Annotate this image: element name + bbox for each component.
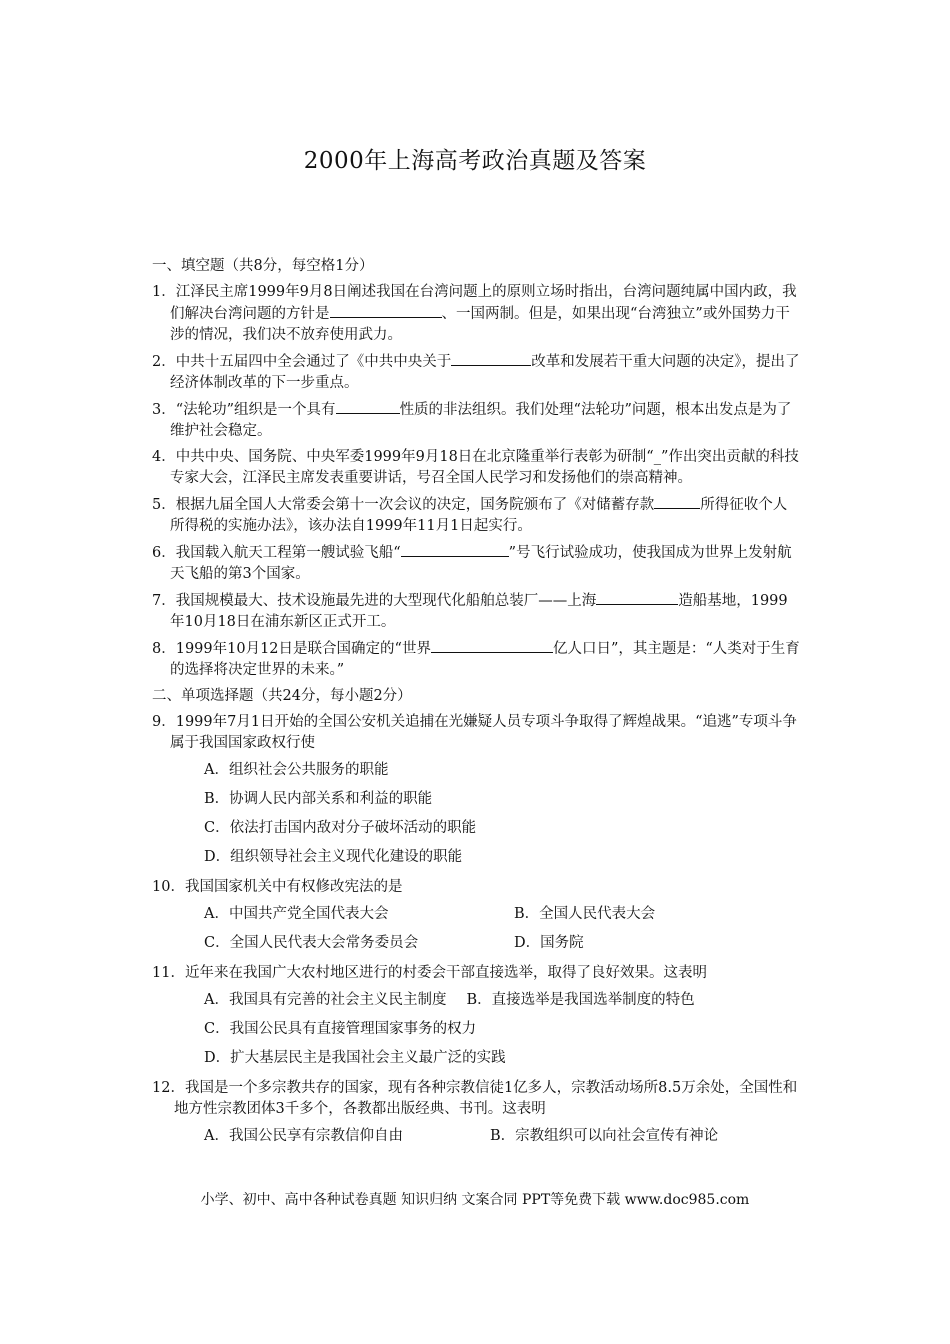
question-text-cont: 造船基地，1999年10月18日在浦东新区正式开工。: [170, 593, 788, 630]
question-4: [152, 447, 800, 489]
question-9: [152, 712, 800, 872]
option-a: A．组织社会公共服务的职能: [204, 762, 389, 778]
question-text: 中共十五届四中全会通过了《中共中央关于: [175, 354, 452, 370]
question-text-cont: 性质的非法组织。我们处理“法轮功”问题，根本出发点是为了维护社会稳定。: [170, 402, 792, 439]
question-number: 2．: [152, 354, 176, 370]
question-text-cont: ”号飞行试验成功，使我国成为世界上发射航天飞船的第3个国家。: [170, 545, 792, 582]
question-number: 5．: [152, 497, 176, 513]
answer-blank: [431, 638, 553, 653]
question-number: 7．: [152, 593, 176, 609]
option-d: D．组织领导社会主义现代化建设的职能: [204, 849, 463, 865]
option-c: C．我国公民具有直接管理国家事务的权力: [204, 1021, 477, 1037]
question-2: [152, 351, 800, 394]
question-text: 江泽民主席1999年9月8日阐述我国在台湾问题上的原则立场时指出，台湾问题纯属中国内政，我们解决台湾问题的方针是: [170, 284, 797, 322]
question-number: 10．: [152, 879, 185, 895]
question-text-cont: ”作出突出贡献的科技专家大会，江泽民主席发表重要讲话，号召全国人民学习和发扬他们的崇高精神。: [170, 449, 799, 486]
option-b: B．宗教组织可以向社会宣传有神论: [490, 1128, 719, 1144]
section-heading-single-choice: 二、单项选择题（共24分，每小题2分）: [152, 688, 412, 704]
question-text: 我国国家机关中有权修改宪法的是: [184, 879, 403, 895]
question-number: 11．: [152, 965, 185, 981]
question-12: [152, 1078, 800, 1151]
question-text: 我国载入航天工程第一艘试验飞船“: [175, 545, 401, 561]
option-a: A．我国具有完善的社会主义民主制度: [204, 992, 447, 1008]
answer-blank: [330, 303, 442, 318]
question-text: 中共中央、国务院、中央军委1999年9月18日在北京隆重举行表彰为研制“_: [175, 449, 661, 465]
question-text: 我国规模最大、技术设施最先进的大型现代化船舶总装厂——上海: [175, 593, 597, 609]
question-number: 4．: [152, 449, 176, 465]
question-number: 1．: [152, 284, 176, 300]
page-title: 2000年上海高考政治真题及答案: [303, 148, 647, 174]
question-text: 根据九届全国人大常委会第十一次会议的决定，国务院颁布了《对储蓄存款: [175, 497, 655, 513]
question-11: [152, 963, 800, 1073]
question-8: [152, 638, 800, 681]
option-c: C．全国人民代表大会常务委员会: [204, 935, 419, 951]
options: [204, 1122, 800, 1151]
question-3: [152, 399, 800, 442]
option-b: B．直接选举是我国选举制度的特色: [466, 992, 695, 1008]
page-footer: 小学、初中、高中各种试卷真题 知识归纳 文案合同 PPT等免费下载 www.doc985.com: [200, 1192, 750, 1208]
question-text-cont: 亿人口日”，其主题是：“人类对于生育的选择将决定世界的未来。”: [170, 641, 800, 678]
option-c: C．依法打击国内敌对分子破坏活动的职能: [204, 820, 477, 836]
question-5: [152, 494, 800, 537]
question-number: 9．: [152, 714, 176, 730]
question-7: [152, 590, 800, 633]
question-1: [152, 282, 800, 346]
question-number: 8．: [152, 641, 176, 657]
question-10: [152, 877, 800, 958]
question-number: 12．: [152, 1080, 185, 1096]
question-text: 我国是一个多宗教共存的国家，现有各种宗教信徒1亿多人，宗教活动场所8.5万余处，全国性和地方性宗教团体3千多个，各教都出版经典、书刊。这表明: [174, 1080, 798, 1117]
option-d: D．扩大基层民主是我国社会主义最广泛的实践: [204, 1050, 506, 1066]
question-6: [152, 542, 800, 585]
options: [204, 900, 800, 958]
question-text: 近年来在我国广大农村地区进行的村委会干部直接选举，取得了良好效果。这表明: [184, 965, 707, 981]
question-text-cont: 、一国两制。但是，如果出现“台湾独立”或外国势力干涉的情况，我们决不放弃使用武力。: [170, 306, 790, 343]
options: [204, 986, 800, 1073]
option-b: B．协调人民内部关系和利益的职能: [204, 791, 433, 807]
question-text: 1999年7月1日开始的全国公安机关追捕在光嫌疑人员专项斗争取得了辉煌战果。“追逃”专项斗争属于我国国家政权行使: [170, 714, 797, 751]
question-text-cont: 改革和发展若干重大问题的决定》，提出了经济体制改革的下一步重点。: [170, 354, 800, 391]
answer-blank: [654, 494, 700, 509]
question-text-cont: 所得征收个人所得税的实施办法》，该办法自1999年11月1日起实行。: [170, 497, 788, 534]
option-b: B．全国人民代表大会: [514, 906, 656, 922]
answer-blank: [336, 399, 400, 414]
option-a: A．中国共产党全国代表大会: [204, 906, 389, 922]
question-text: 1999年10月12日是联合国确定的“世界: [175, 641, 431, 657]
option-d: D．国务院: [514, 935, 584, 951]
section-heading-fill-in: 一、填空题（共8分，每空格1分）: [152, 258, 374, 274]
answer-blank: [401, 542, 509, 557]
question-number: 3．: [152, 402, 176, 418]
options: [204, 756, 800, 872]
question-number: 6．: [152, 545, 176, 561]
question-text: “法轮功”组织是一个具有: [175, 402, 336, 418]
answer-blank: [596, 590, 678, 605]
answer-blank: [451, 351, 531, 366]
option-a: A．我国公民享有宗教信仰自由: [204, 1128, 403, 1144]
exam-content: [152, 256, 800, 1156]
